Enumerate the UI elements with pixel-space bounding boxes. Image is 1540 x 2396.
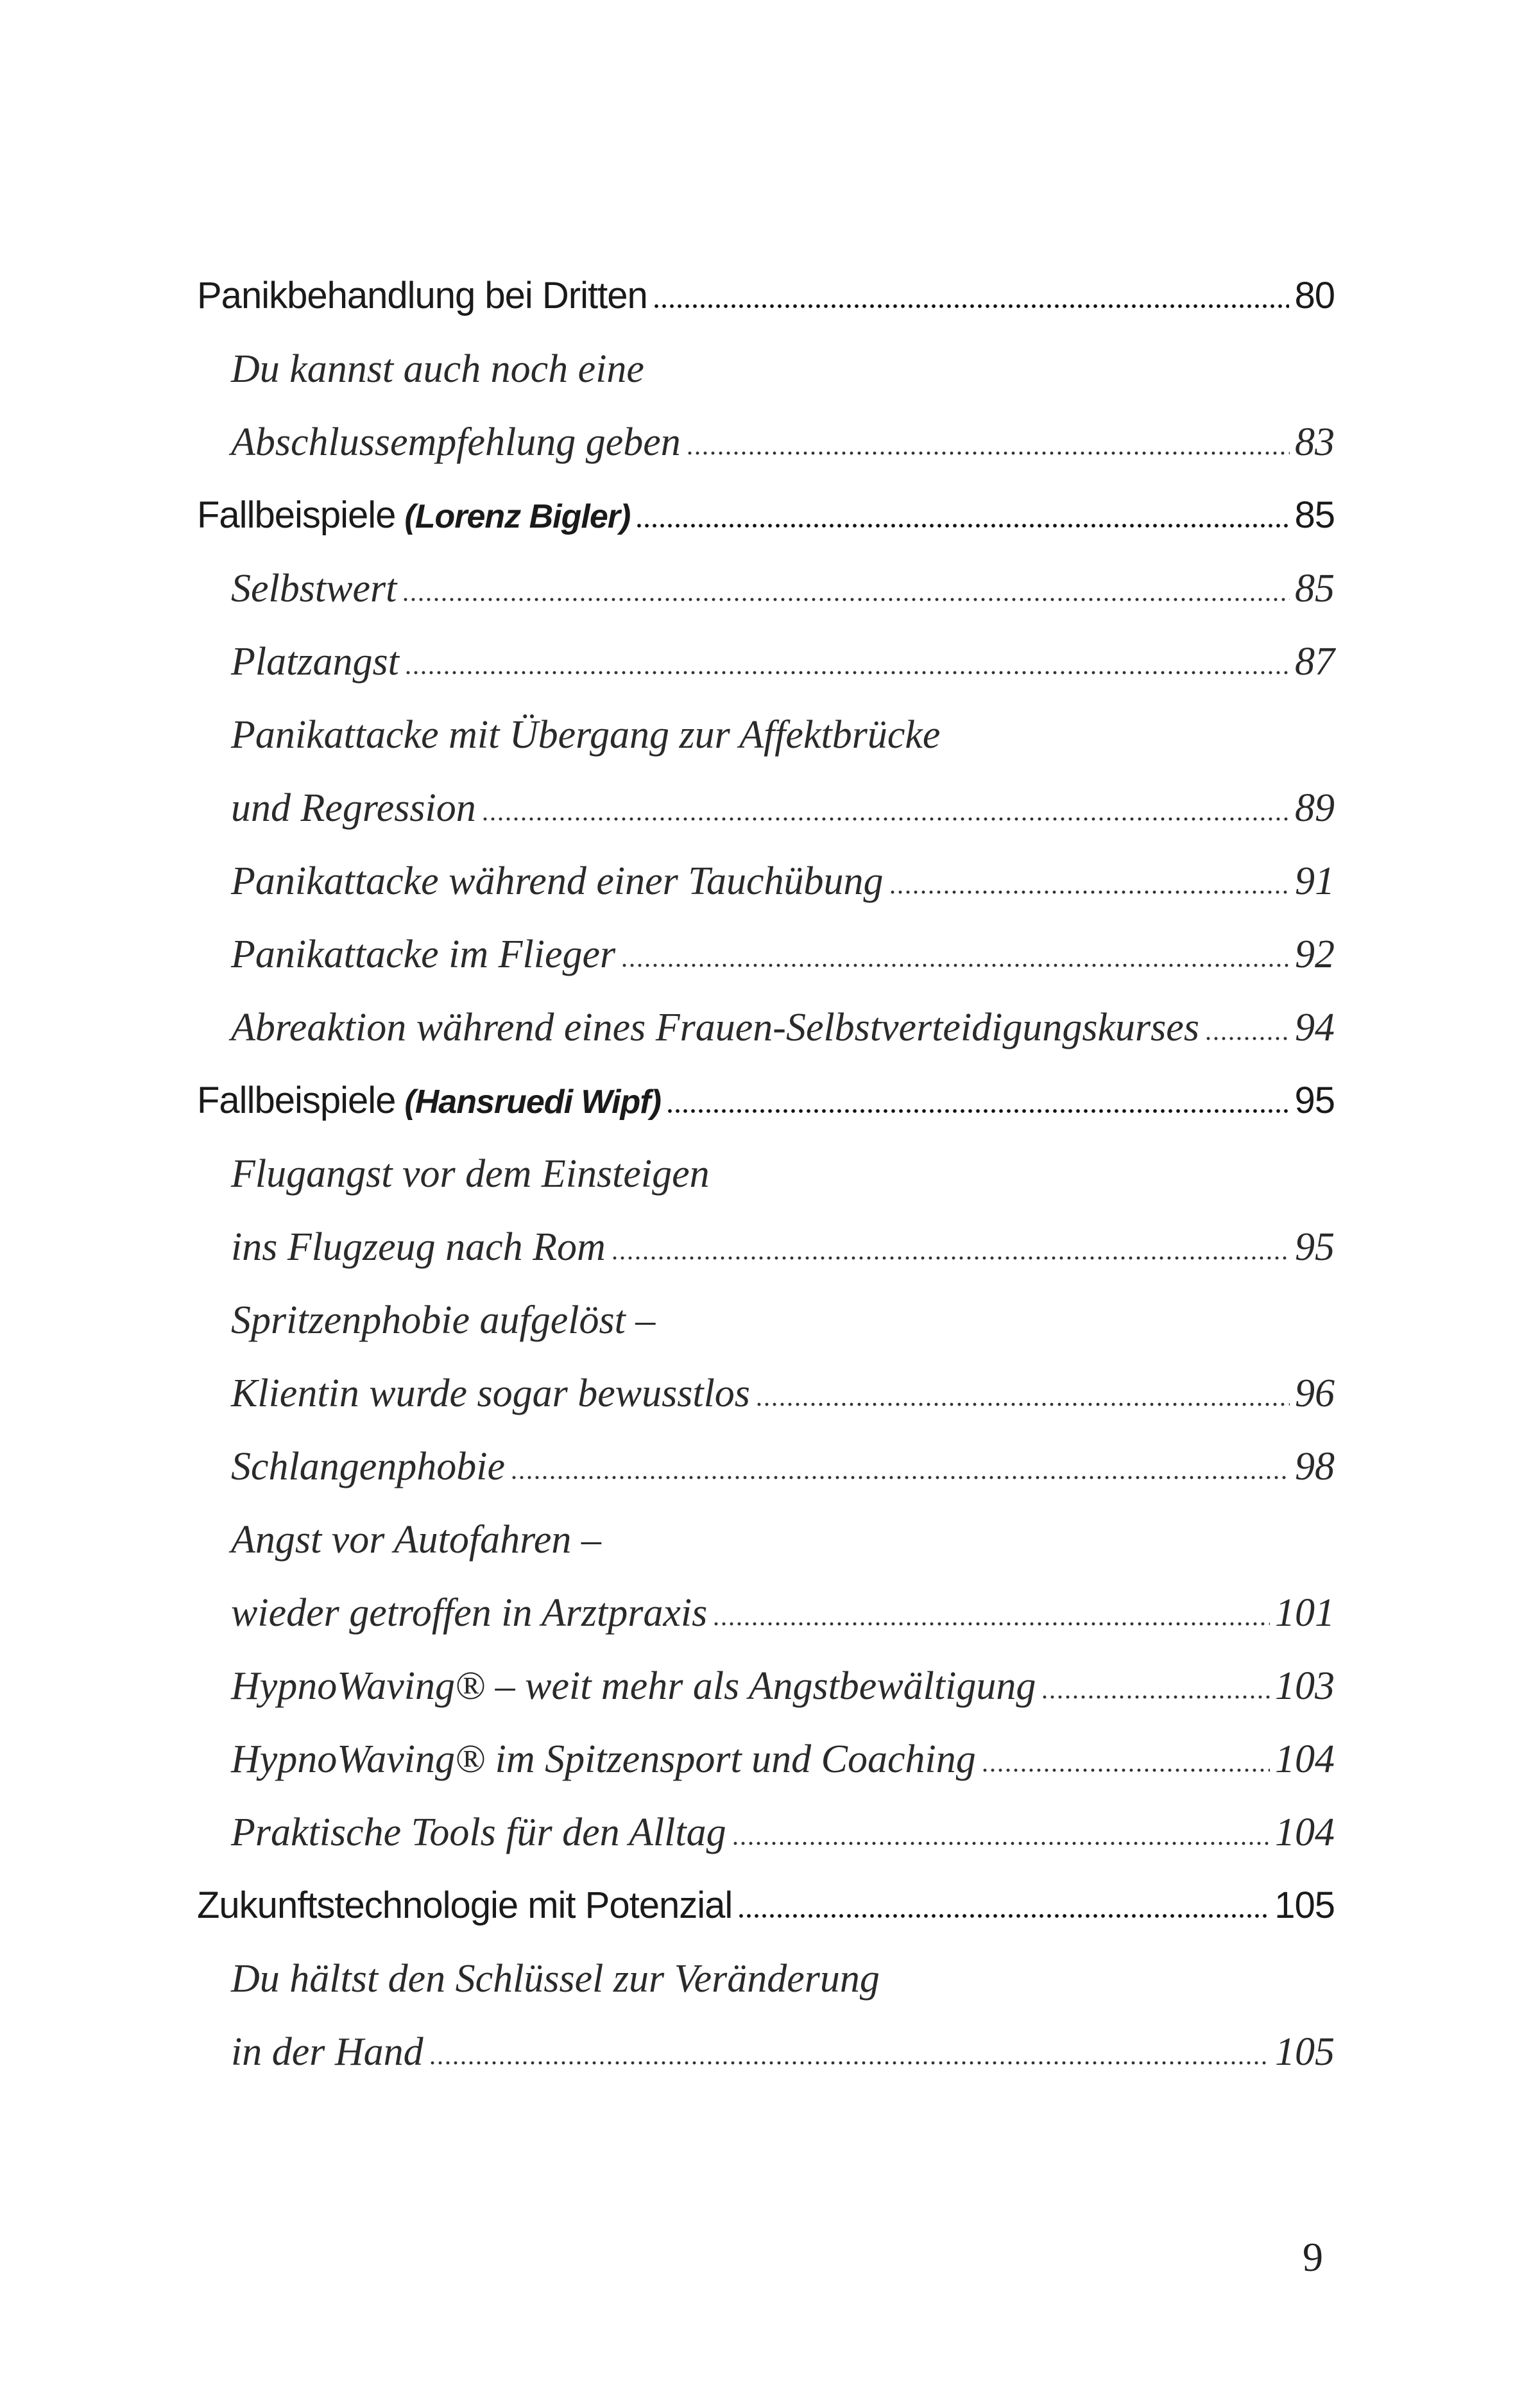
toc-section [197,332,1335,406]
toc-section [197,1503,1335,1576]
toc-title: Fallbeispiele [197,494,396,536]
toc-section [197,1357,1335,1430]
page-number: 9 [1303,2234,1323,2280]
dot-leader [653,304,1290,308]
toc-section [197,1723,1335,1796]
toc-section [197,991,1335,1064]
toc-section [197,698,1335,771]
toc-title: HypnoWaving® im Spitzensport und Coaching [231,1737,976,1781]
toc-title: Abreaktion während eines Frauen-Selbstverteidigungskurses [231,1006,1199,1049]
toc-page-number: 89 [1295,786,1335,830]
dot-leader [481,817,1290,821]
toc-title: Zukunftstechnologie mit Potenzial [197,1884,733,1926]
dot-leader [1041,1695,1270,1699]
toc-page-number: 95 [1294,1080,1335,1121]
toc-chapter [197,1064,1335,1137]
toc-title: ins Flugzeug nach Rom [231,1225,606,1269]
toc-page-number: 105 [1275,2030,1335,2074]
toc-title: Du kannst auch noch eine [231,347,644,391]
dot-leader [686,451,1290,455]
dot-leader [635,524,1289,528]
toc-title: HypnoWaving® – weit mehr als Angstbewältigung [231,1664,1036,1708]
dot-leader [402,598,1290,601]
toc-section [197,406,1335,479]
toc-chapter [197,479,1335,552]
toc-page-number: 83 [1295,420,1335,464]
toc-page-number: 95 [1295,1225,1335,1269]
dot-leader [666,1109,1290,1113]
toc-title: in der Hand [231,2030,424,2074]
toc-author: (Lorenz Bigler) [404,498,631,535]
toc-page-number: 105 [1274,1884,1335,1926]
toc-title: wieder getroffen in Arztpraxis [231,1591,708,1635]
toc-title: Klientin wurde sogar bewusstlos [231,1372,750,1415]
toc-title: Flugangst vor dem Einsteigen [231,1152,710,1196]
toc-page-number: 96 [1295,1372,1335,1415]
toc-title: Abschlussempfehlung geben [231,420,681,464]
toc-page-number: 104 [1275,1737,1335,1781]
dot-leader [712,1622,1270,1626]
toc-chapter [197,259,1335,332]
toc-page-number: 103 [1275,1664,1335,1708]
toc-title: Panikattacke im Flieger [231,933,616,976]
toc-section [197,2015,1335,2089]
toc-title: Angst vor Autofahren – [231,1518,601,1562]
toc-title: Du hältst den Schlüssel zur Veränderung [231,1957,880,2001]
toc-section [197,845,1335,918]
dot-leader [755,1402,1290,1406]
dot-leader [620,963,1290,967]
dot-leader [404,671,1290,675]
toc-page-number: 85 [1294,494,1335,536]
toc-page-number: 92 [1295,933,1335,976]
toc-section [197,1942,1335,2015]
dot-leader [510,1476,1290,1479]
toc-title: Platzangst [231,640,399,684]
toc-title: Panikattacke während einer Tauchübung [231,859,884,903]
toc-title: Panikattacke mit Übergang zur Affektbrücke [231,713,941,757]
toc-section [197,552,1335,625]
dot-leader [732,1841,1270,1845]
toc-page-number: 101 [1275,1591,1335,1635]
toc-title: Selbstwert [231,567,397,610]
dot-leader [611,1256,1290,1260]
toc-section [197,1650,1335,1723]
toc-page-number: 94 [1295,1006,1335,1049]
toc-title: Spritzenphobie aufgelöst – [231,1298,656,1342]
toc-page-number: 85 [1295,567,1335,610]
toc-section [197,1430,1335,1503]
toc-page-number: 87 [1295,640,1335,684]
toc-section [197,1211,1335,1284]
dot-leader [889,890,1290,894]
toc-title: Praktische Tools für den Alltag [231,1811,726,1854]
toc-title: Panikbehandlung bei Dritten [197,275,647,316]
toc-section [197,1137,1335,1211]
toc-title: Schlangenphobie [231,1445,506,1488]
dot-leader [429,2061,1270,2065]
toc-page-number: 98 [1295,1445,1335,1488]
table-of-contents [197,259,1335,2089]
toc-page-number: 104 [1275,1811,1335,1854]
dot-leader [981,1768,1270,1772]
toc-page-number: 91 [1295,859,1335,903]
toc-section [197,771,1335,845]
toc-title: und Regression [231,786,476,830]
toc-section [197,1796,1335,1869]
dot-leader [737,1914,1269,1918]
dot-leader [1204,1037,1290,1040]
toc-author: (Hansruedi Wipf) [404,1083,661,1121]
toc-section [197,625,1335,698]
toc-section [197,918,1335,991]
toc-chapter [197,1869,1335,1942]
toc-section [197,1284,1335,1357]
toc-section [197,1576,1335,1650]
toc-page-number: 80 [1294,275,1335,316]
toc-title: Fallbeispiele [197,1080,396,1121]
